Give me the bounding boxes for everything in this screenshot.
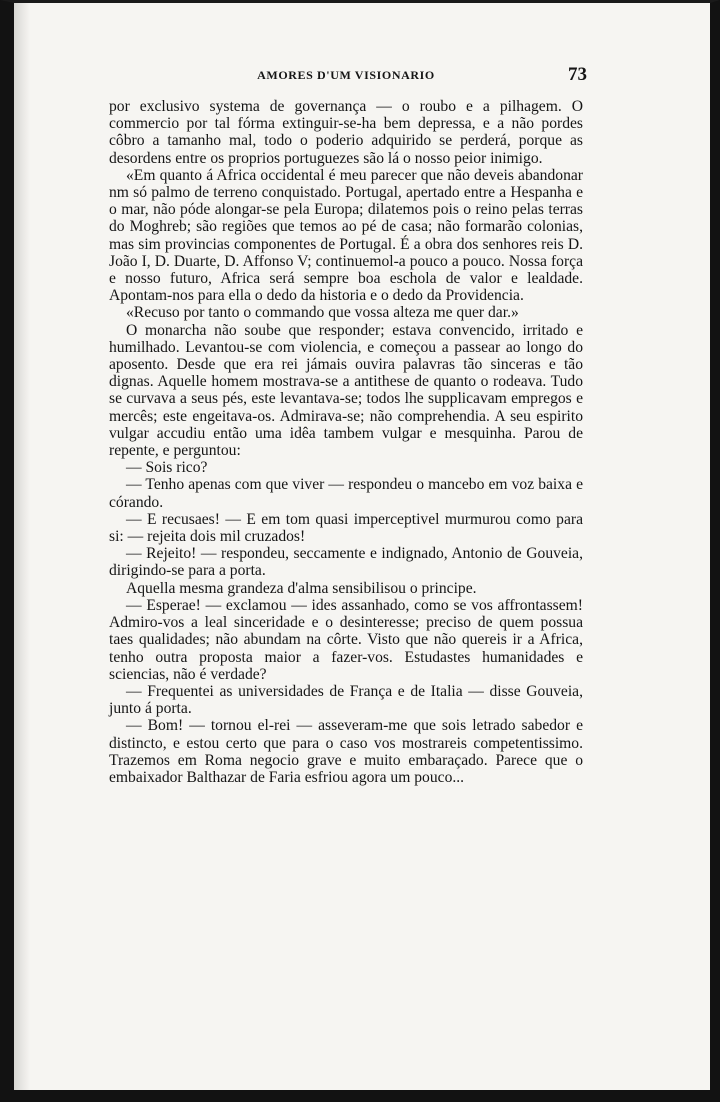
dialogue-line: — Tenho apenas com que viver — respondeu o mancebo em voz baixa e córando. bbox=[109, 476, 583, 511]
dialogue-line: — Sois rico? bbox=[126, 459, 208, 477]
dialogue-line: — Bom! — tornou el-rei — asseveram-me que sois letrado sabedor e distincto, e estou certo que para o caso vos mostrareis competentissimo. Trazemos em Roma negocio grave e muito embaraçado. Parece que o embaixador Balthazar de Faria esfriou agora um pouco... bbox=[109, 717, 583, 786]
dialogue-line: — Frequentei as universidades de França e de Italia — disse Gouveia, junto á porta. bbox=[109, 682, 583, 718]
running-header bbox=[109, 64, 587, 88]
page-gutter-shadow bbox=[14, 3, 30, 1090]
book-page bbox=[109, 64, 587, 786]
paragraph: Aquella mesma grandeza d'alma sensibilisou o principe. bbox=[126, 579, 477, 597]
dialogue-line: — Rejeito! — respondeu, seccamente e indignado, Antonio de Gouveia, dirigindo-se para a porta. bbox=[109, 545, 583, 580]
dialogue-line: — Esperae! — exclamou — ides assanhado, como se vos affrontassem! Admiro-vos a leal sinceridade e o desinteresse; preciso de quem possua taes qualidades; não abundam na côrte. Visto que não quereis ir a Africa, tenho outra proposta maior a fazer-vos. Estudastes humanidades e sciencias, não é verdade? bbox=[109, 596, 583, 683]
paragraph: «Em quanto á Africa occidental é meu parecer que não deveis abandonar nm só palmo de terreno conquistado. Portugal, apertado entre a Hespanha e o mar, não póde alongar-se pela Europa; dilatemos pois o reino pelas terras do Moghreb; são regiões que temos ao pé de casa; não formarão colonias, mas sim provincias componentes de Portugal. É a obra dos senhores reis D. João I, D. Duarte, D. Affonso V; continuemol-a pouco a pouco. Nossa força e nosso futuro, Africa será sempre boa eschola de valor e lealdade. Apontam-nos para ella o dedo da historia e o dedo da Providencia. bbox=[109, 166, 583, 305]
body-text bbox=[109, 98, 583, 786]
running-title: AMORES D'UM VISIONARIO bbox=[257, 68, 435, 82]
paragraph: O monarcha não soube que responder; estava convencido, irritado e humilhado. Levantou-se com violencia, e começou a passear ao longo do aposento. Desde que era rei jámais ouvira palavras tão sinceras e tão dignas. Aquelle homem mostrava-se a antithese de quanto o rodeava. Tudo se curvava a seus pés, este levantava-se; todos lhe supplicavam empregos e mercês; este engeitava-os. Admirava-se; não comprehendia. A seu espirito vulgar accudiu então uma idêa tambem vulgar e mesquinha. Parou de repente, e perguntou: bbox=[109, 321, 583, 460]
paragraph: por exclusivo systema de governança — o roubo e a pilhagem. O commercio por tal fórma extinguir-se-ha bem depressa, e a não pordes côbro a tamanho mal, todo o poderio adquirido se perderá, porque as desordens entre os proprios portuguezes são lá o nosso peior inimigo. bbox=[109, 98, 583, 167]
page-number: 73 bbox=[568, 64, 587, 85]
paragraph: «Recuso por tanto o commando que vossa alteza me quer dar.» bbox=[126, 304, 519, 322]
dialogue-line: — E recusaes! — E em tom quasi imperceptivel murmurou como para si: — rejeita dois mil cruzados! bbox=[109, 510, 583, 546]
